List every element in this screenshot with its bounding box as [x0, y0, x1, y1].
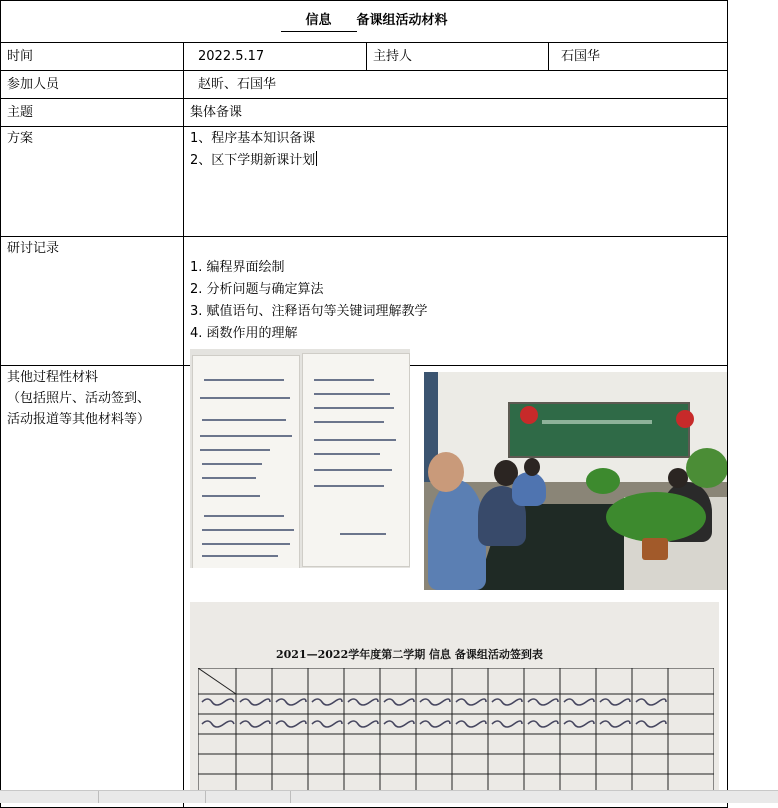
label-topic: 主题	[1, 99, 184, 127]
value-host: 石国华	[549, 43, 728, 71]
label-host: 主持人	[367, 43, 549, 71]
label-plan: 方案	[1, 127, 184, 237]
notes-right-page	[302, 353, 410, 567]
value-participants: 赵昕、石国华	[184, 71, 728, 99]
signin-sheet-title: 2021—2022学年度第二学期 信息 备课组活动签到表	[276, 648, 543, 661]
meeting-photo[interactable]	[424, 372, 727, 590]
discussion-item-1: 1. 编程界面绘制	[190, 260, 285, 275]
value-time: 2022.5.17	[184, 43, 367, 71]
discussion-item-3: 3. 赋值语句、注释语句等关键词理解教学	[190, 304, 428, 319]
notes-photo[interactable]	[190, 349, 410, 568]
text-cursor	[316, 151, 317, 166]
label-other-line1: 其他过程性材料	[7, 370, 99, 385]
signin-sheet-photo[interactable]	[190, 602, 719, 792]
label-other-materials	[1, 366, 184, 808]
label-discussion: 研讨记录	[1, 237, 184, 366]
discussion-cell[interactable]	[184, 237, 728, 366]
document-title	[1, 1, 728, 43]
plan-cell[interactable]	[184, 127, 728, 237]
discussion-item-4: 4. 函数作用的理解	[190, 326, 298, 341]
title-subject: 信息	[281, 11, 357, 32]
discussion-list	[190, 257, 721, 345]
label-time: 时间	[1, 43, 184, 71]
plan-list	[190, 128, 721, 172]
label-other-line3: 活动报道等其他材料等）	[7, 412, 151, 427]
signin-grid	[198, 668, 714, 792]
status-bar	[0, 790, 778, 803]
label-other-line2: （包括照片、活动签到、	[7, 391, 151, 406]
title-rest: 备课组活动材料	[356, 13, 448, 28]
notes-left-page	[192, 355, 300, 568]
label-participants: 参加人员	[1, 71, 184, 99]
plan-item-1: 1、程序基本知识备课	[190, 131, 316, 146]
plan-item-2: 2、区下学期新课计划	[190, 153, 316, 168]
discussion-item-2: 2. 分析问题与确定算法	[190, 282, 324, 297]
value-topic: 集体备课	[184, 99, 728, 127]
